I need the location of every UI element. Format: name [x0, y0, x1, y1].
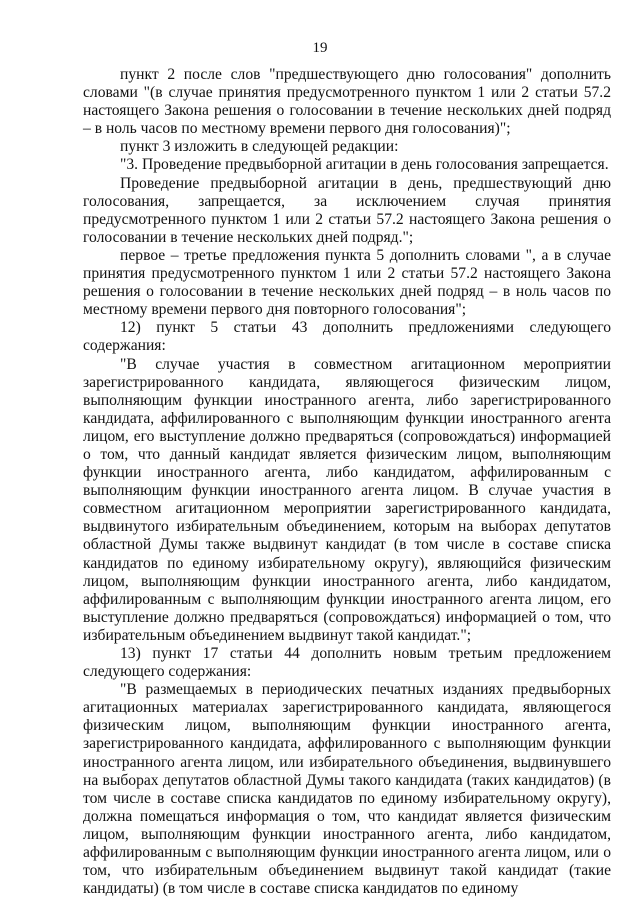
page-number: 19 — [312, 40, 328, 56]
document-body — [83, 66, 611, 898]
paragraph-item-13: 13) пункт 17 статьи 44 дополнить новым третьим предложением следующего содержания: — [83, 645, 611, 681]
paragraph-item-12: 12) пункт 5 статьи 43 дополнить предложениями следующего содержания: — [83, 319, 611, 355]
paragraph-amend-point-2: пункт 2 после слов "предшествующего дню голосования" дополнить словами "(в случае принятия предусмотренного пунктом 1 или 2 статьи 57.2 настоящего Закона решения о голосовании в течение нескольких дней подряд – в ноль часов по местному времени первого дня голосования)"; — [83, 66, 611, 138]
paragraph-item-13-text: "В размещаемых в периодических печатных изданиях предвыборных агитационных материалах зарегистрированного кандидата, являющегося физическим лицом, выполняющим функции иностранного агента, зарегистрированного кандидата, аффилированного с выполняющим функции иностранного агента лицом, или избирательного объединения, выдвинувшего на выборах депутатов областной Думы такого кандидата (таких кандидатов) (в том числе в составе списка кандидатов по единому избирательному округу), должна помещаться информация о том, что кандидат является физическим лицом, выполняющим функции иностранного агента, либо кандидатом, аффилированным с выполняющим функции иностранного агента лицом, или о том, что избирательным объединением выдвинут такой кандидат (такие кандидаты) (в том числе в составе списка кандидатов по единому — [83, 681, 611, 898]
paragraph-point-3-continuation: Проведение предвыборной агитации в день, предшествующий дню голосования, запрещается, за исключением случая принятия предусмотренного пунктом 1 или 2 статьи 57.2 настоящего Закона решения о голосовании в течение нескольких дней подряд."; — [83, 174, 611, 246]
paragraph-item-12-text: "В случае участия в совместном агитационном мероприятии зарегистрированного кандидата, являющегося физическим лицом, выполняющим функции иностранного агента, либо зарегистрированного кандидата, аффилированного с выполняющим функции иностранного агента лицом, его выступление должно предваряться (сопровождаться) информацией о том, что данный кандидат является физическим лицом, выполняющим функции иностранного агента, либо кандидатом, аффилированным с выполняющим функции иностранного агента лицом. В случае участия в совместном агитационном мероприятии зарегистрированного кандидата, выдвинутого избирательным объединением, которым на выборах депутатов областной Думы также выдвинут кандидат (в том числе в составе списка кандидатов по единому избирательному округу), являющийся физическим лицом, выполняющим функции иностранного агента, либо кандидатом, аффилированным с выполняющим функции иностранного агента лицом, его выступление должно предваряться (сопровождаться) информацией о том, что избирательным объединением выдвинут такой кандидат."; — [83, 355, 611, 644]
paragraph-point-5-amendment: первое – третье предложения пункта 5 дополнить словами ", а в случае принятия предусмотренного пунктом 1 или 2 статьи 57.2 настоящего Закона решения о голосовании в течение нескольких дней подряд – в ноль часов по местному времени первого дня повторного голосования"; — [83, 246, 611, 319]
paragraph-point-3-intro: пункт 3 изложить в следующей редакции: — [120, 138, 399, 156]
paragraph-point-3-text: "3. Проведение предвыборной агитации в день голосования запрещается. — [120, 156, 609, 174]
